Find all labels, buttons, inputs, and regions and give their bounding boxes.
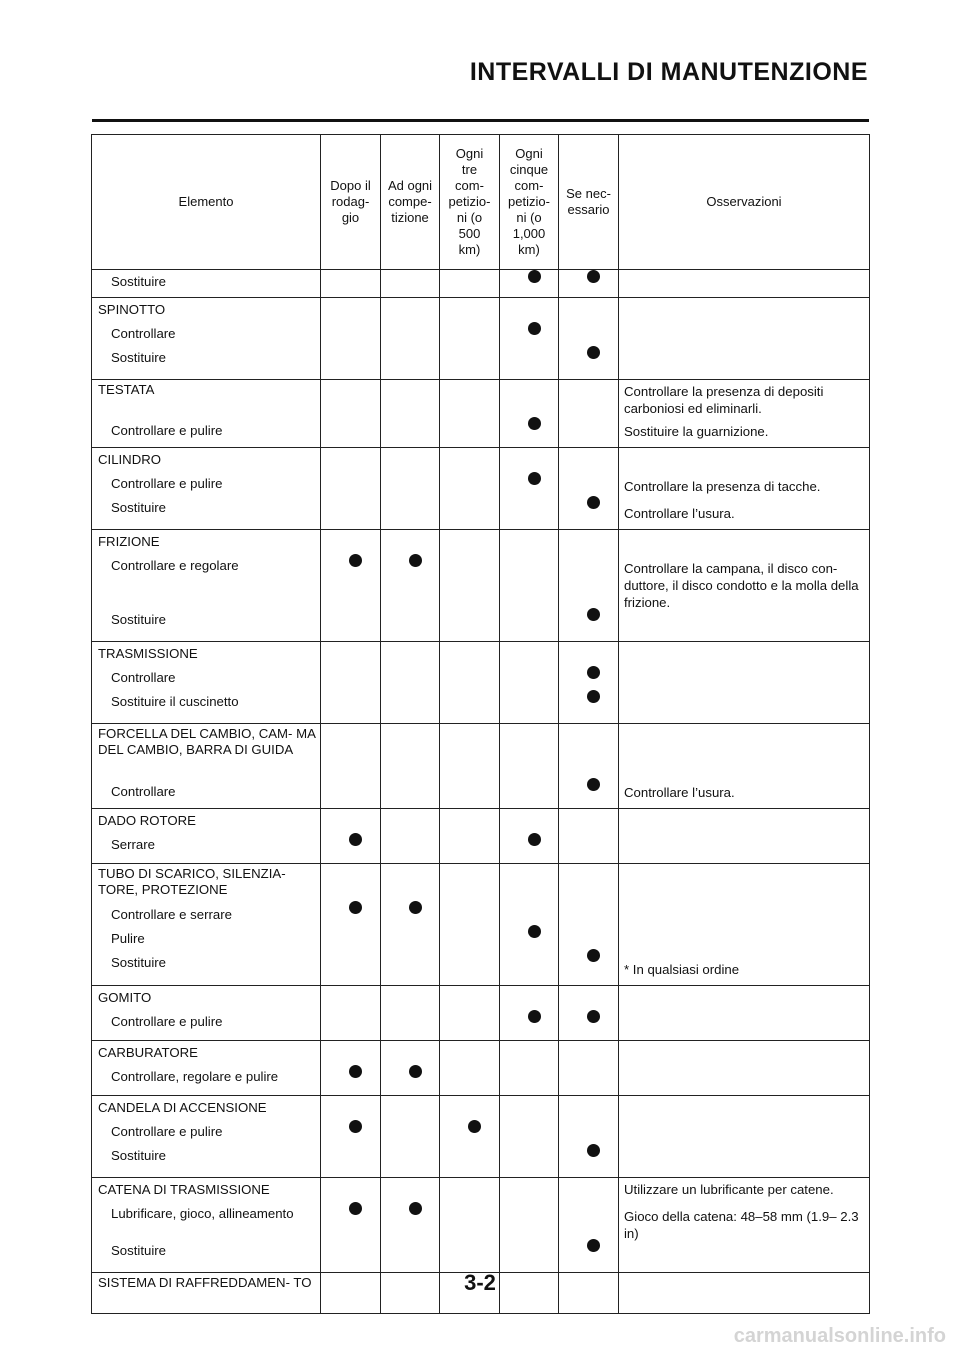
cell-interval [500,448,559,530]
table-row [92,298,870,380]
observation-text [619,931,869,958]
cell-interval [559,1041,619,1096]
operation-label: Controllare e regolare [111,558,239,573]
table-row [92,864,870,986]
maintenance-dot-icon [528,833,541,846]
header-line: Se nec- [566,186,611,201]
cell-interval [440,809,500,864]
cell-elemento [92,1178,321,1273]
header-line: Ogni [515,146,543,161]
page-number: 3-2 [464,1270,496,1295]
maintenance-dot-icon [409,901,422,914]
operation-label: Controllare e pulire [111,1124,223,1139]
table-header [92,135,870,270]
maintenance-dot-icon [587,690,600,703]
header-line: cinque [509,162,549,177]
header-line: ni (o [456,210,483,225]
operation-label: Controllare e pulire [111,476,223,491]
header-line: compe- [388,194,432,209]
maintenance-dot-icon [528,925,541,938]
cell-interval [321,809,381,864]
cell-interval [500,1096,559,1178]
cell-osservazioni [619,530,870,642]
header-ogni-tre-competizioni [440,135,500,270]
cell-osservazioni [619,270,870,298]
maintenance-dot-icon [349,554,362,567]
cell-osservazioni [619,298,870,380]
maintenance-dot-icon [349,901,362,914]
cell-interval [500,1178,559,1273]
table-row [92,642,870,724]
maintenance-dot-icon [409,1202,422,1215]
operation-label: Controllare [111,784,176,799]
observation-text [619,298,869,325]
maintenance-dot-icon [349,1120,362,1133]
observation-text [619,530,869,557]
cell-interval [321,1041,381,1096]
observation-text [619,448,869,475]
observation-text: Utilizzare un lubrificante per catene. [624,1182,834,1197]
header-line: ni (o [516,210,542,225]
cell-osservazioni [619,864,870,986]
cell-osservazioni [619,809,870,864]
cell-interval [321,380,381,448]
cell-interval [381,1041,440,1096]
cell-interval [559,270,619,298]
cell-interval [559,298,619,380]
observation-text: Sostituire la guarnizione. [624,424,769,439]
operation-label: Controllare [111,670,176,685]
cell-interval [381,270,440,298]
maintenance-dot-icon [349,833,362,846]
operation-label: Serrare [111,837,155,852]
observation-text [619,1123,869,1150]
header-line: tre [461,162,478,177]
header-line: com- [514,178,544,193]
cell-interval [321,986,381,1041]
cell-interval [321,270,381,298]
observation-text: Controllare la presenza di depositi carboniosi ed eliminarli. [624,384,824,416]
maintenance-dot-icon [587,1010,600,1023]
component-label: SISTEMA DI RAFFREDDAMEN- TO [98,1275,312,1290]
cell-osservazioni [619,642,870,724]
maintenance-dot-icon [409,554,422,567]
table-body [92,270,870,1314]
cell-interval [440,270,500,298]
cell-interval [381,864,440,986]
maintenance-dot-icon [587,608,600,621]
table-row [92,1041,870,1096]
maintenance-dot-icon [349,1065,362,1078]
cell-interval [440,864,500,986]
operation-label: Sostituire [111,1243,166,1258]
observation-text [619,1041,869,1068]
header-line: Ad ogni [387,178,433,193]
cell-interval [559,864,619,986]
component-label: FRIZIONE [98,534,160,549]
table-row [92,1178,870,1273]
cell-interval [321,1096,381,1178]
observation-text [619,696,869,723]
operation-label: Sostituire il cuscinetto [111,694,239,709]
cell-interval [500,270,559,298]
maintenance-dot-icon [587,496,600,509]
cell-elemento [92,724,321,809]
observation-text [619,669,869,696]
operation-label: Sostituire [111,955,166,970]
cell-interval [500,864,559,986]
cell-elemento [92,380,321,448]
cell-elemento [92,448,321,530]
component-label: CILINDRO [98,452,162,467]
observation-text [619,642,869,669]
cell-interval [381,298,440,380]
cell-elemento [92,809,321,864]
cell-interval [321,642,381,724]
table-row [92,986,870,1041]
operation-label: Controllare e pulire [111,423,223,438]
cell-interval [559,724,619,809]
maintenance-dot-icon [587,949,600,962]
maintenance-dot-icon [528,417,541,430]
table-row [92,448,870,530]
component-label: TRASMISSIONE [98,646,198,661]
table-row [92,1096,870,1178]
cell-interval [559,1178,619,1273]
component-label: SPINOTTO [98,302,166,317]
cell-interval [440,1178,500,1273]
header-line: com- [455,178,484,193]
header-line: Dopo il [330,178,371,193]
component-label: CARBURATORE [98,1045,198,1060]
cell-interval [381,1178,440,1273]
observation-text [619,836,869,863]
observation-text [619,1013,869,1040]
maintenance-dot-icon [587,666,600,679]
title-rule [92,119,869,122]
observation-text: Gioco della catena: 48–58 mm (1.9– 2.3 in) [624,1209,859,1241]
maintenance-table [91,134,870,1314]
observation-text [619,724,869,781]
observation-text: Controllare la campana, il disco con- duttore, il disco condotto e la molla della frizione. [624,561,859,610]
table-row [92,724,870,809]
cell-osservazioni [619,1178,870,1273]
maintenance-dot-icon [587,1144,600,1157]
operation-label: Sostituire [111,350,166,365]
cell-interval [381,448,440,530]
operation-label: Controllare e serrare [111,907,232,922]
table-row [92,270,870,298]
cell-interval [440,1041,500,1096]
cell-interval [440,642,500,724]
component-label: TUBO DI SCARICO, SILENZIA- TORE, PROTEZIONE [98,866,286,897]
observation-text [619,1150,869,1177]
cell-interval [500,1041,559,1096]
cell-elemento [92,298,321,380]
cell-interval [500,809,559,864]
maintenance-dot-icon [528,1010,541,1023]
maintenance-dot-icon [587,778,600,791]
header-line: rodag- [331,194,370,209]
cell-interval [559,530,619,642]
operation-label: Sostituire [111,500,166,515]
observation-text: Controllare la presenza di tacche. [624,479,821,494]
header-line: km) [458,242,481,257]
component-label: TESTATA [98,382,155,397]
cell-elemento [92,1041,321,1096]
cell-interval [500,530,559,642]
table-row [92,530,870,642]
observation-text [619,325,869,352]
cell-osservazioni [619,448,870,530]
header-line: Ogni [455,146,484,161]
observation-text: * In qualsiasi ordine [624,962,740,977]
operation-label: Pulire [111,931,145,946]
cell-osservazioni [619,986,870,1041]
cell-interval [440,448,500,530]
observation-text [619,1096,869,1123]
cell-interval [500,642,559,724]
maintenance-dot-icon [528,322,541,335]
component-label: CANDELA DI ACCENSIONE [98,1100,267,1115]
cell-interval [321,864,381,986]
header-osservazioni: Osservazioni [619,135,870,270]
observation-text: Controllare l’usura. [624,506,735,521]
maintenance-dot-icon [468,1120,481,1133]
cell-osservazioni [619,1041,870,1096]
observation-text [619,1068,869,1095]
cell-interval [500,986,559,1041]
component-label: CATENA DI TRASMISSIONE [98,1182,270,1197]
header-ogni-competizione [381,135,440,270]
operation-label: Sostituire [111,612,166,627]
observation-text [619,352,869,379]
table-row [92,809,870,864]
cell-interval [440,298,500,380]
cell-interval [440,530,500,642]
header-dopo-rodaggio [321,135,381,270]
cell-interval [559,380,619,448]
component-label: FORCELLA DEL CAMBIO, CAM- MA DEL CAMBIO, BARRA DI GUIDA [98,726,316,757]
header-line: tizione [391,210,429,225]
header-line: petizio- [508,194,550,209]
operation-label: Lubrificare, gioco, allineamento [111,1206,294,1221]
maintenance-dot-icon [587,1239,600,1252]
header-line: km) [518,242,540,257]
cell-interval [321,530,381,642]
cell-interval [381,986,440,1041]
cell-osservazioni [619,380,870,448]
observation-text [619,809,869,836]
observation-text [619,1245,869,1272]
observation-text [619,986,869,1013]
maintenance-dot-icon [528,270,541,283]
cell-interval [321,298,381,380]
cell-interval [381,380,440,448]
cell-interval [440,986,500,1041]
header-line: essario [567,202,610,217]
cell-elemento [92,270,321,298]
operation-label: Controllare e pulire [111,1014,223,1029]
cell-elemento [92,986,321,1041]
header-ogni-cinque-competizioni [500,135,559,270]
cell-interval [381,809,440,864]
header-elemento: Elemento [92,135,321,270]
cell-interval [559,1096,619,1178]
cell-interval [500,298,559,380]
cell-elemento [92,864,321,986]
cell-osservazioni [619,1096,870,1178]
page-title: INTERVALLI DI MANUTENZIONE [469,58,868,86]
operation-label: Controllare [111,326,176,341]
operation-label: Controllare, regolare e pulire [111,1069,279,1084]
cell-interval [321,448,381,530]
maintenance-dot-icon [349,1202,362,1215]
observation-text [619,270,869,297]
cell-interval [440,380,500,448]
cell-interval [559,448,619,530]
cell-osservazioni [619,724,870,809]
header-se-necessario [559,135,619,270]
header-line: gio [341,210,360,225]
operation-label: Sostituire [111,1148,166,1163]
component-label: GOMITO [98,990,152,1005]
cell-interval [381,1096,440,1178]
cell-interval [440,724,500,809]
observation-text: Controllare l’usura. [624,785,735,800]
cell-interval [559,986,619,1041]
cell-elemento [92,1096,321,1178]
cell-elemento [92,530,321,642]
maintenance-dot-icon [587,346,600,359]
cell-interval [440,1096,500,1178]
cell-interval [381,724,440,809]
cell-interval [500,724,559,809]
maintenance-dot-icon [587,270,600,283]
cell-interval [321,1178,381,1273]
observation-text [619,904,869,931]
component-label: DADO ROTORE [98,813,196,828]
header-line: petizio- [448,194,491,209]
cell-interval [321,724,381,809]
watermark: carmanualsonline.info [733,1325,946,1347]
observation-text [619,614,869,641]
cell-interval [559,809,619,864]
maintenance-dot-icon [409,1065,422,1078]
cell-interval [559,642,619,724]
operation-label: Sostituire [111,274,166,289]
cell-elemento [92,642,321,724]
cell-interval [381,530,440,642]
observation-text [619,864,869,904]
cell-interval [500,380,559,448]
table-row [92,380,870,448]
header-line: 500 [458,226,481,241]
cell-interval [381,642,440,724]
header-line: 1,000 [512,226,546,241]
maintenance-dot-icon [528,472,541,485]
